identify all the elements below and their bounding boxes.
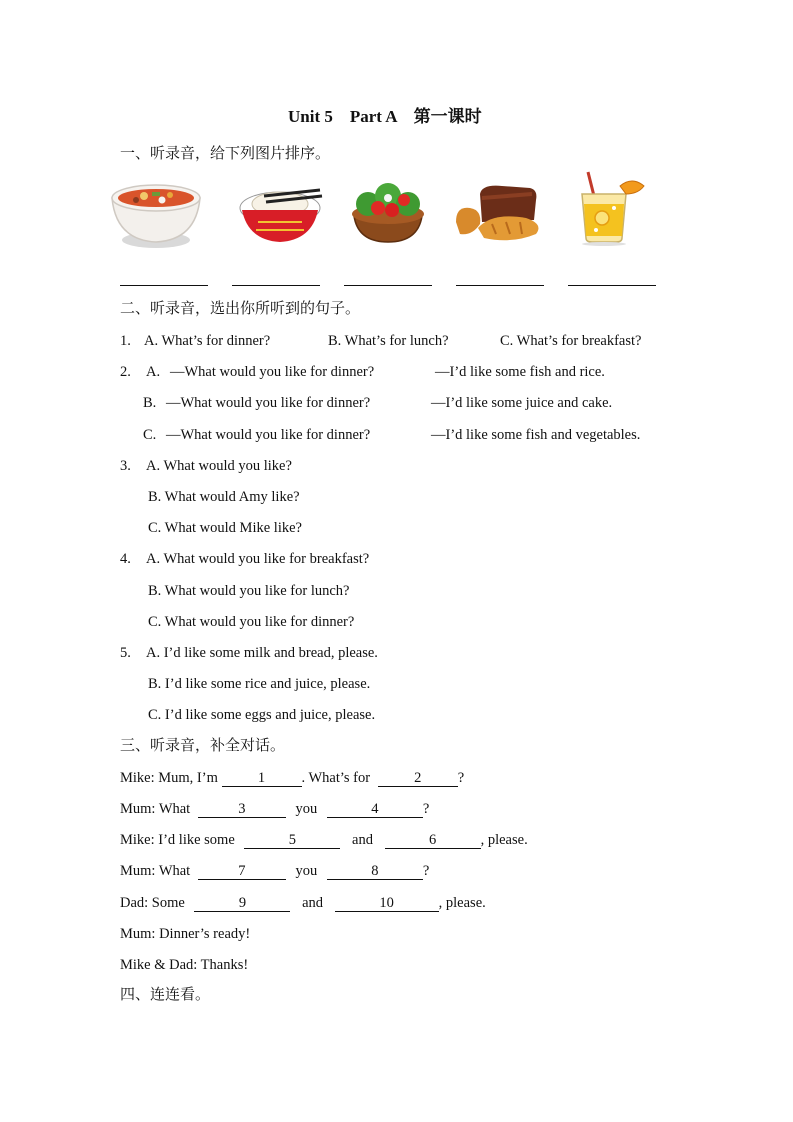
dialogue-line xyxy=(120,862,429,880)
question-number: 2. xyxy=(120,364,131,380)
dialogue-line xyxy=(120,800,429,818)
dialogue-text: ? xyxy=(422,863,430,879)
juice-glass-icon xyxy=(574,170,648,246)
dialogue-text: Mum: What xyxy=(120,801,194,817)
fill-blank[interactable]: 1 xyxy=(222,770,302,787)
option-a[interactable]: A. What’s for dinner? xyxy=(144,333,271,349)
option-c[interactable]: C. What would Mike like? xyxy=(148,520,302,536)
dialogue-text: Mike: Mum, I’m xyxy=(120,770,222,786)
picture-order-answer-line[interactable] xyxy=(232,285,320,286)
dialogue-text: , please. xyxy=(438,895,486,911)
dialogue-text: . What’s for xyxy=(301,770,374,786)
dialogue-text: Dad: Some xyxy=(120,895,189,911)
fill-blank[interactable]: 9 xyxy=(194,895,290,912)
dialogue-text: and xyxy=(298,895,327,911)
option-b-answer: —I’d like some juice and cake. xyxy=(431,395,613,411)
fill-blank[interactable]: 2 xyxy=(378,770,458,787)
fill-blank[interactable]: 10 xyxy=(335,895,439,912)
soup-bowl-icon xyxy=(108,178,204,250)
dialogue-line xyxy=(120,831,528,849)
section-4-heading: 四、连连看。 xyxy=(120,987,211,1003)
dialogue-line xyxy=(120,894,486,912)
dialogue-text: Mike: I’d like some xyxy=(120,832,239,848)
dialogue-line: Mum: Dinner’s ready! xyxy=(120,926,251,942)
option-b-question: —What would you like for dinner? xyxy=(166,395,371,411)
question-number: 1. xyxy=(120,333,131,349)
option-b[interactable]: B. I’d like some rice and juice, please. xyxy=(148,676,371,692)
bread-icon xyxy=(452,180,544,246)
dialogue-text: ? xyxy=(422,801,430,817)
dialogue-line xyxy=(120,769,464,787)
option-c[interactable]: C. What’s for breakfast? xyxy=(500,333,642,349)
dialogue-text: and xyxy=(348,832,377,848)
option-a-label[interactable]: A. xyxy=(146,364,161,380)
fill-blank[interactable]: 7 xyxy=(198,863,286,880)
option-b[interactable]: B. What would you like for lunch? xyxy=(148,583,350,599)
option-b-label[interactable]: B. xyxy=(143,395,157,411)
picture-order-answer-line[interactable] xyxy=(344,285,432,286)
option-c-question: —What would you like for dinner? xyxy=(166,427,371,443)
option-c-answer: —I’d like some fish and vegetables. xyxy=(431,427,641,443)
dialogue-text: you xyxy=(291,863,321,879)
fill-blank[interactable]: 4 xyxy=(327,801,423,818)
question-number: 4. xyxy=(120,551,131,567)
section-1-heading: 一、听录音，给下列图片排序。 xyxy=(120,146,331,162)
picture-order-answer-line[interactable] xyxy=(456,285,544,286)
option-a[interactable]: A. I’d like some milk and bread, please. xyxy=(146,645,378,661)
question-number: 5. xyxy=(120,645,131,661)
page-title: Unit 5 Part A 第一课时 xyxy=(288,107,482,126)
dialogue-line: Mike & Dad: Thanks! xyxy=(120,957,249,973)
option-a-answer: —I’d like some fish and rice. xyxy=(435,364,605,380)
section-2-heading: 二、听录音，选出你所听到的句子。 xyxy=(120,301,361,317)
option-b[interactable]: B. What would Amy like? xyxy=(148,489,300,505)
dialogue-text: ? xyxy=(457,770,465,786)
section-3-heading: 三、听录音，补全对话。 xyxy=(120,738,286,754)
option-c[interactable]: C. What would you like for dinner? xyxy=(148,614,355,630)
dialogue-text: , please. xyxy=(480,832,528,848)
fill-blank[interactable]: 6 xyxy=(385,832,481,849)
fill-blank[interactable]: 8 xyxy=(327,863,423,880)
dialogue-text: Mum: What xyxy=(120,863,194,879)
option-a[interactable]: A. What would you like for breakfast? xyxy=(146,551,370,567)
option-a-question: —What would you like for dinner? xyxy=(170,364,375,380)
rice-bowl-icon xyxy=(236,182,324,248)
picture-order-answer-line[interactable] xyxy=(120,285,208,286)
picture-order-answer-line[interactable] xyxy=(568,285,656,286)
option-c-label[interactable]: C. xyxy=(143,427,157,443)
fill-blank[interactable]: 3 xyxy=(198,801,286,818)
fill-blank[interactable]: 5 xyxy=(244,832,340,849)
question-number: 3. xyxy=(120,458,131,474)
option-b[interactable]: B. What’s for lunch? xyxy=(328,333,449,349)
dialogue-text: you xyxy=(291,801,321,817)
option-c[interactable]: C. I’d like some eggs and juice, please. xyxy=(148,707,376,723)
vegetable-salad-icon xyxy=(348,180,428,246)
option-a[interactable]: A. What would you like? xyxy=(146,458,292,474)
